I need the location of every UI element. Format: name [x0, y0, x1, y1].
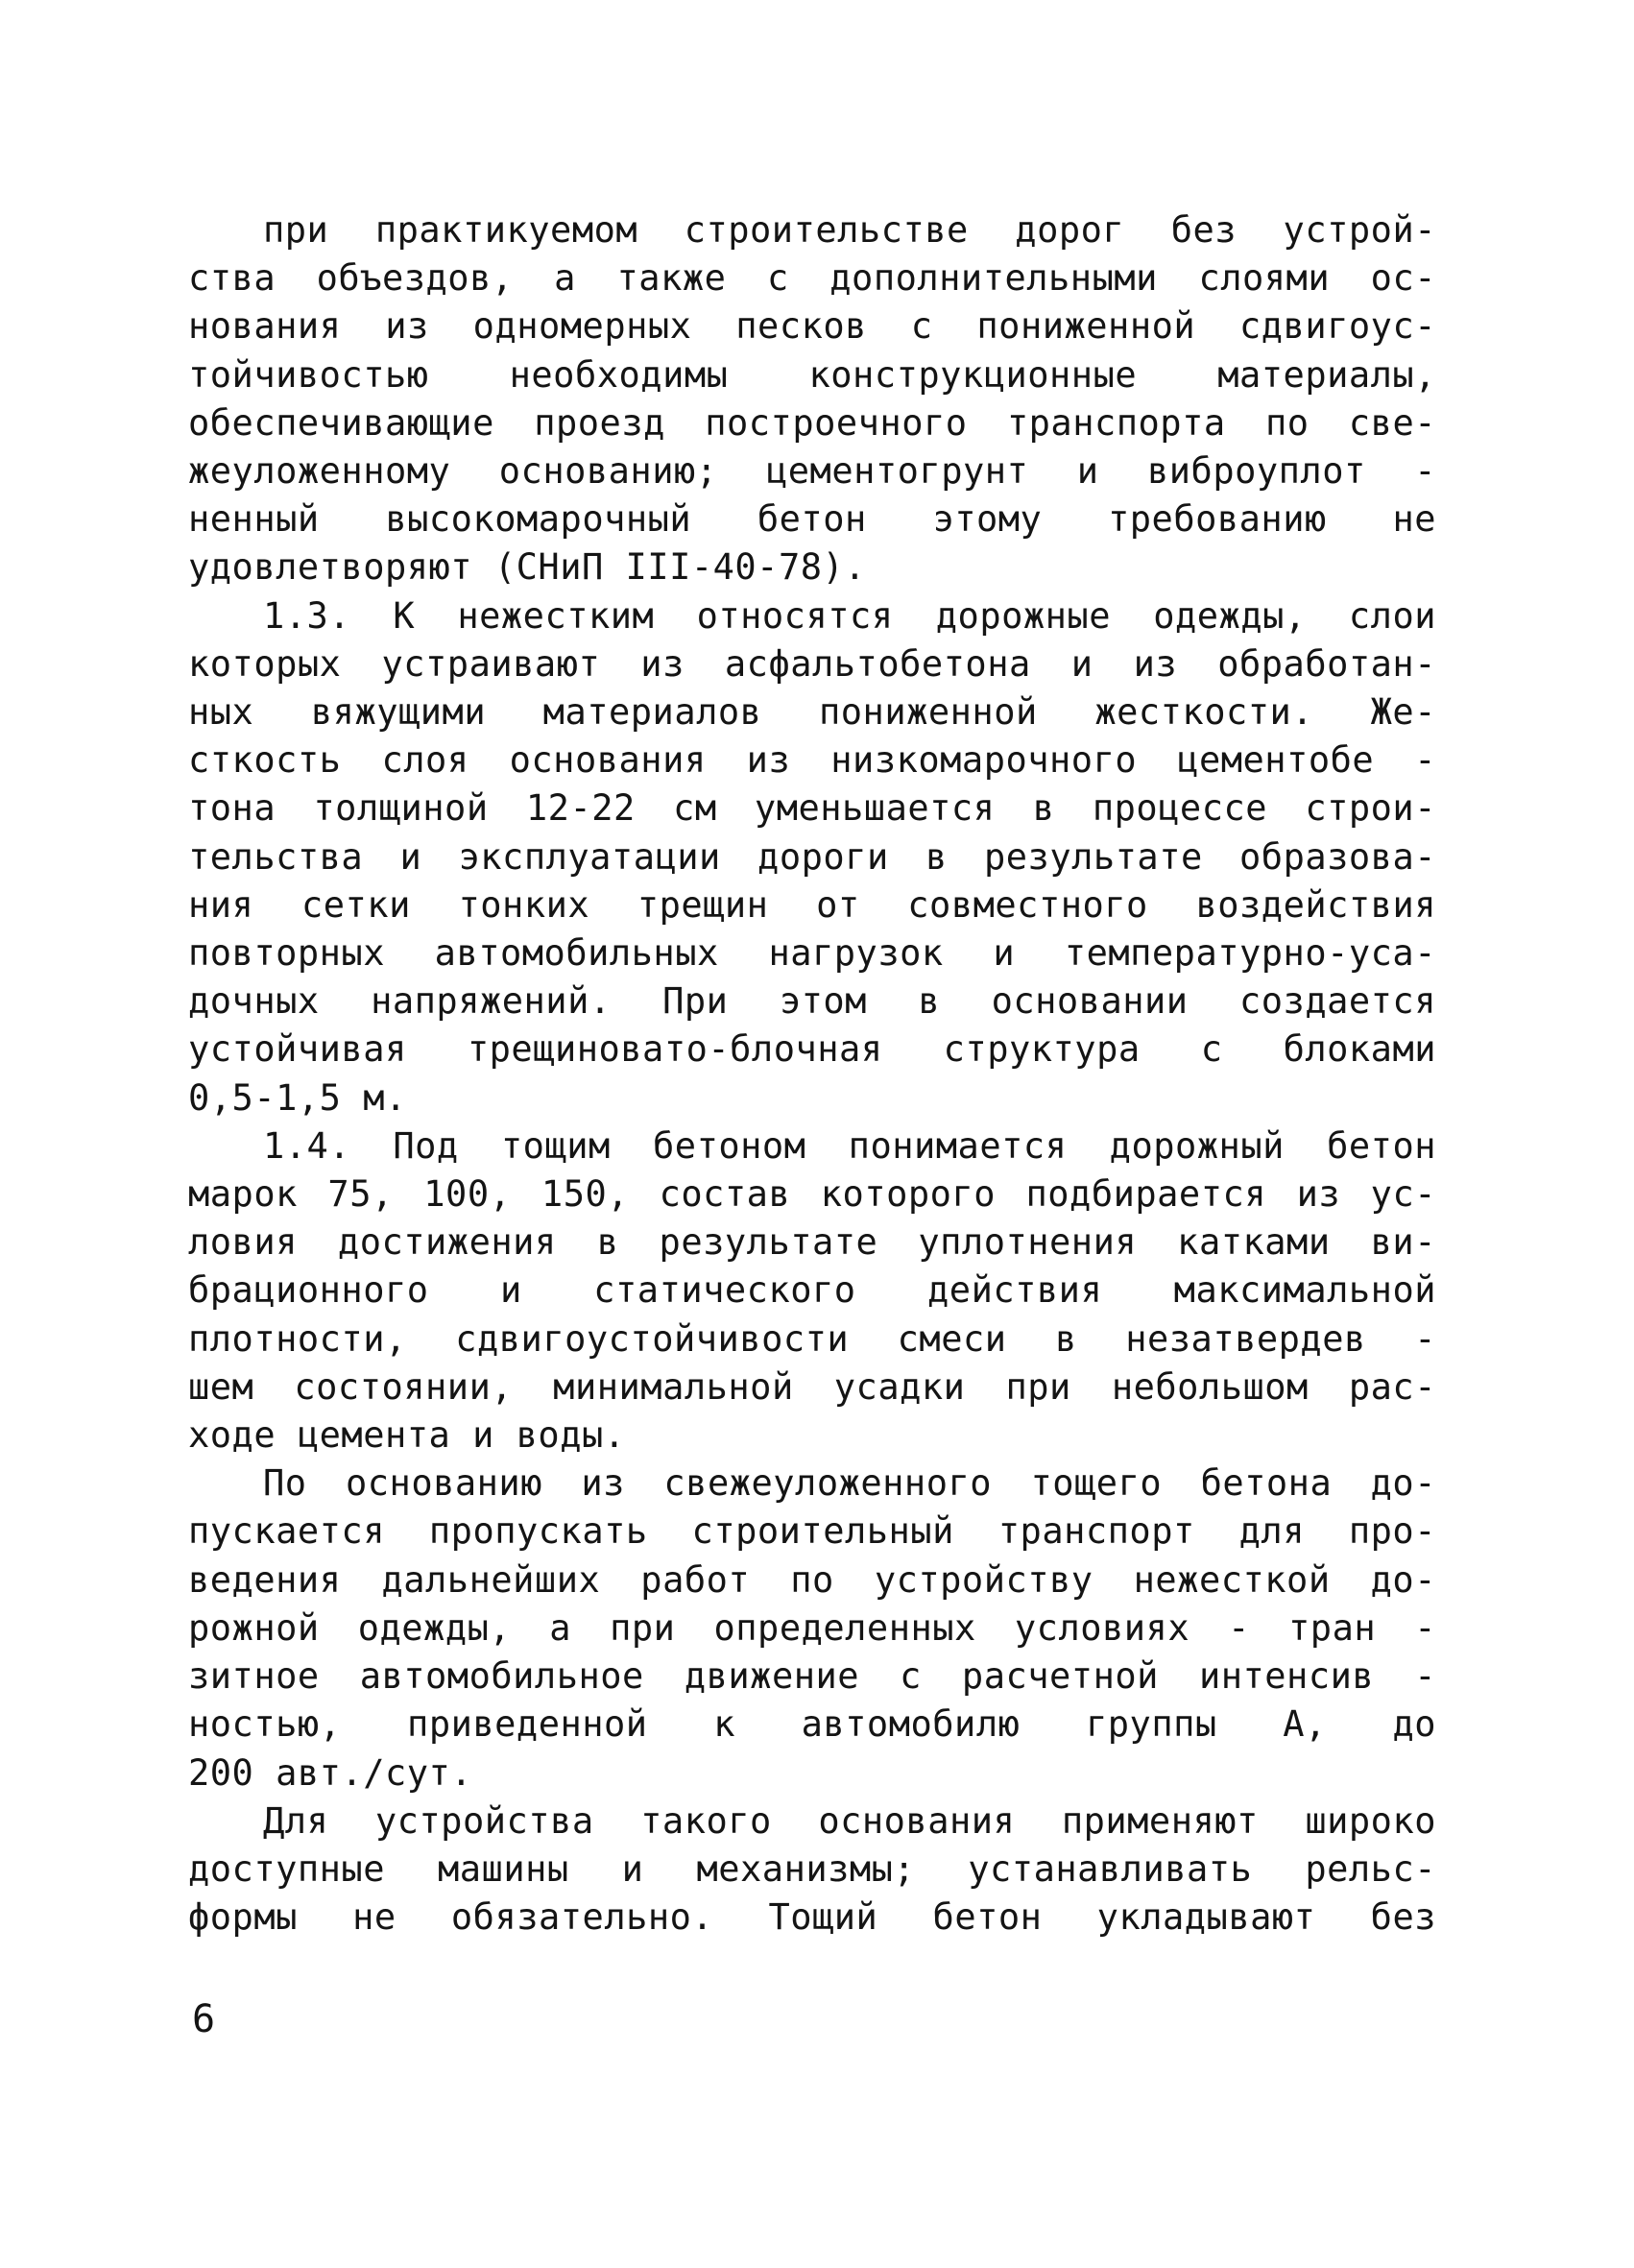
text-line: доступные машины и механизмы; устанавливать рельс-: [188, 1847, 1436, 1890]
text-line: По основанию из свежеуложенного тощего бетона до-: [263, 1462, 1436, 1505]
text-line: ных вяжущими материалов пониженной жесткости. Же-: [188, 691, 1436, 734]
paragraph-1-4: [188, 1122, 1436, 1460]
text-line: шем состоянии, минимальной усадки при небольшом рас-: [188, 1365, 1436, 1408]
text-line: жеуложенному основанию; цементогрунт и виброуплот -: [188, 450, 1436, 493]
text-line: ства объездов, а также с дополнительными слоями ос-: [188, 257, 1436, 300]
text-line: брационного и статического действия максимальной: [188, 1269, 1436, 1312]
text-line: ностью, приведенной к автомобилю группы А, до: [188, 1703, 1436, 1746]
text-line: дочных напряжений. При этом в основании создается: [188, 980, 1436, 1023]
text-line: ловия достижения в результате уплотнения катками ви-: [188, 1221, 1436, 1264]
text-line: которых устраивают из асфальтобетона и из обработан-: [188, 642, 1436, 685]
text-line: рожной одежды, а при определенных условиях - тран -: [188, 1606, 1436, 1649]
text-line: марок 75, 100, 150, состав которого подбирается из ус-: [188, 1173, 1436, 1216]
text-line: 1.4. Под тощим бетоном понимается дорожный бетон: [263, 1124, 1436, 1167]
text-line: повторных автомобильных нагрузок и температурно-уса-: [188, 932, 1436, 975]
paragraph-lean-concrete-traffic: [188, 1460, 1436, 1797]
body-text: [188, 206, 1436, 1942]
page-number: 6: [192, 1997, 216, 2041]
text-line: 0,5-1,5 м.: [188, 1076, 407, 1119]
paragraph-1-3: [188, 592, 1436, 1122]
text-line: пускается пропускать строительный транспорт для про-: [188, 1510, 1436, 1553]
text-line: 1.3. К нежестким относятся дорожные одежды, слои: [263, 594, 1436, 637]
text-line: при практикуемом строительстве дорог без устрой-: [263, 209, 1436, 251]
text-line: тона толщиной 12-22 см уменьшается в процессе строи-: [188, 787, 1436, 830]
text-line: зитное автомобильное движение с расчетной интенсив -: [188, 1655, 1436, 1698]
text-line: тойчивостью необходимы конструкционные материалы,: [188, 353, 1436, 396]
text-line: сткость слоя основания из низкомарочного цементобе -: [188, 739, 1436, 782]
text-line: ненный высокомарочный бетон этому требованию не: [188, 498, 1436, 541]
text-line: обеспечивающие проезд построечного транспорта по све-: [188, 401, 1436, 444]
text-line: устойчивая трещиновато-блочная структура с блоками: [188, 1028, 1436, 1071]
text-line: формы не обязательно. Тощий бетон укладывают без: [188, 1896, 1436, 1939]
text-line: ходе цемента и воды.: [188, 1414, 626, 1457]
text-line: ния сетки тонких трещин от совместного воздействия: [188, 883, 1436, 926]
paragraph-1: [188, 206, 1436, 592]
text-line: Для устройства такого основания применяют широко: [263, 1799, 1436, 1842]
text-line: плотности, сдвигоустойчивости смеси в незатвердев -: [188, 1317, 1436, 1360]
text-line: удовлетворяют (СНиП III-40-78).: [188, 546, 867, 589]
paragraph-machinery: [188, 1798, 1436, 1942]
text-line: ведения дальнейших работ по устройству нежесткой до-: [188, 1558, 1436, 1601]
text-line: тельства и эксплуатации дороги в результате образова-: [188, 835, 1436, 878]
text-line: нования из одномерных песков с пониженной сдвигоус-: [188, 305, 1436, 348]
text-line: 200 авт./сут.: [188, 1751, 473, 1794]
